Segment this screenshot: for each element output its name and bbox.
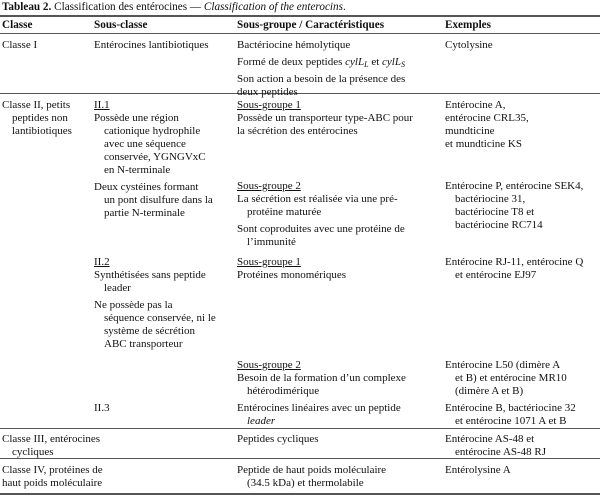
table-caption [2, 1, 598, 14]
ii1-subgroup2-line: l’immunité [247, 236, 296, 248]
subclass-ii2 [94, 256, 216, 351]
subclass-ii1-desc1-line: Possède une région [94, 112, 179, 124]
ii2-subgroup2-line: Besoin de la formation d’un complexe [237, 372, 406, 384]
class3-examples [445, 433, 546, 459]
ii3-carac-line: Entérocines linéaires avec un peptide [237, 402, 401, 414]
class2-label-line2: peptides non [12, 112, 68, 124]
class1-carac3-line1: Son action a besoin de la présence des [237, 73, 406, 85]
ii2-subgroup1 [237, 256, 346, 282]
subclass-ii1-desc1-line: avec une séquence [104, 138, 186, 150]
example-line: (dimère A et B) [455, 385, 524, 397]
class1-carac1: Bactériocine hémolytique [237, 39, 351, 51]
header-sous-groupe: Sous-groupe / Caractéristiques [237, 19, 385, 31]
subclass-ii2-desc2-line: Ne possède pas la [94, 299, 173, 311]
example-line: bactériocine 31, [455, 193, 526, 205]
example-line: entérocine CRL35, [445, 112, 529, 124]
subclass-ii2-desc1-line: Synthétisées sans peptide [94, 269, 206, 281]
subclass-ii2-desc2-line: séquence conservée, ni le [104, 312, 216, 324]
ii1-subgroup2 [237, 180, 405, 249]
subclass-ii2-desc1-line: leader [104, 282, 131, 294]
subclass-ii2-desc2-line: ABC transporteur [104, 338, 183, 350]
ii1-subgroup2-line: Sont coproduites avec une protéine de [237, 223, 405, 235]
ii1-subgroup2-line: protéine maturée [247, 206, 322, 218]
subclass-ii1-desc2-line: un pont disulfure dans la [104, 194, 213, 206]
caption-end: . [342, 1, 346, 13]
class4-carac-line: Peptide de haut poids moléculaire [237, 464, 387, 476]
class1-carac2: Formé de deux peptides cylL$_L$ et cylL$_S$ [237, 56, 405, 69]
example-line: Entérocine P, entérocine SEK4, [445, 180, 584, 192]
class1-carac3-line2: deux peptides [237, 86, 298, 98]
example-line: et mundticine KS [445, 138, 522, 150]
row-divider-class2 [0, 428, 600, 429]
table-bottom-rule [0, 493, 600, 495]
example-line: Entérocine RJ-11, entérocine Q [445, 256, 584, 268]
class4-carac-line: (34.5 kDa) et thermolabile [247, 477, 364, 489]
class4-label [2, 464, 103, 490]
ii1-subgroup2-title: Sous-groupe 2 [237, 180, 301, 192]
caption-text: Classification des entérocines — [51, 1, 204, 13]
example-line: et entérocine 1071 A et B [455, 415, 567, 427]
class1-subclass: Entérocines lantibiotiques [94, 39, 209, 51]
subclass-ii1-desc2-line: Deux cystéines formant [94, 181, 199, 193]
class1-characteristics [237, 39, 405, 99]
ii2-subgroup2 [237, 359, 406, 398]
example-line: bactériocine T8 et [455, 206, 535, 218]
example-line: entérocine AS-48 RJ [455, 446, 547, 458]
class4-label-line: Classe IV, protéines de [2, 464, 103, 476]
class2-label [2, 99, 72, 138]
subclass-ii2-title: II.2 [94, 256, 110, 268]
subclass-ii3-title: II.3 [94, 402, 110, 414]
ii2-subgroup2-line: hétérodimérique [247, 385, 320, 397]
ii1-subgroup1-line: Possède un transporteur type-ABC pour [237, 112, 413, 124]
subclass-ii1 [94, 99, 213, 220]
table-top-rule [0, 15, 600, 17]
class4-label-line: haut poids moléculaire [2, 477, 103, 489]
example-line: Entérocine AS-48 et [445, 433, 535, 445]
example-line: bactériocine RC714 [455, 219, 543, 231]
ii3-examples [445, 402, 576, 428]
ii1-subgroup2-examples [445, 180, 583, 232]
ii1-subgroup2-line: La sécrétion est réalisée via une pré- [237, 193, 398, 205]
subclass-ii1-desc1-line: cationique hydrophile [104, 125, 201, 137]
ii3-carac-line: leader [247, 415, 276, 427]
ii2-subgroup1-title: Sous-groupe 1 [237, 256, 301, 268]
class2-label-line3: lantibiotiques [12, 125, 72, 137]
subclass-ii1-desc1-line: conservée, YGNGVxC [104, 151, 206, 163]
ii1-subgroup1-examples [445, 99, 529, 151]
class3-label-line: cycliques [12, 446, 54, 458]
example-line: mundticine [445, 125, 495, 137]
ii1-subgroup1-line: la sécrétion des entérocines [237, 125, 358, 137]
ii2-subgroup1-examples [445, 256, 583, 282]
subclass-ii1-desc2-line: partie N-terminale [104, 207, 185, 219]
class3-characteristics: Peptides cycliques [237, 433, 319, 445]
class4-characteristics [237, 464, 386, 490]
ii2-subgroup1-line: Protéines monomériques [237, 269, 347, 281]
header-classe: Classe [2, 19, 33, 31]
class3-label-line: Classe III, entérocines [2, 433, 101, 445]
caption-label: Tableau 2. [2, 1, 52, 13]
ii1-subgroup1 [237, 99, 413, 138]
example-line: Entérocine L50 (dimère A [445, 359, 561, 371]
subclass-ii1-desc1-line: en N-terminale [104, 164, 171, 176]
ii2-subgroup2-examples [445, 359, 567, 398]
subclass-ii2-desc2-line: système de sécrétion [104, 325, 196, 337]
class1-example: Cytolysine [445, 39, 493, 51]
example-line: et entérocine EJ97 [455, 269, 537, 281]
class2-label-line1: Classe II, petits [2, 99, 71, 111]
class3-label [2, 433, 100, 459]
ii2-subgroup2-title: Sous-groupe 2 [237, 359, 301, 371]
class4-example: Entérolysine A [445, 464, 511, 476]
header-sous-classe: Sous-classe [94, 19, 148, 31]
header-rule [0, 33, 600, 34]
subclass-ii1-title: II.1 [94, 99, 110, 111]
ii3-characteristics [237, 402, 401, 428]
header-exemples: Exemples [445, 19, 491, 31]
caption-english: Classification of the enterocins [203, 1, 343, 13]
example-line: Entérocine B, bactériocine 32 [445, 402, 576, 414]
ii1-subgroup1-title: Sous-groupe 1 [237, 99, 301, 111]
example-line: et B) et entérocine MR10 [455, 372, 567, 384]
class1-label: Classe I [2, 39, 38, 51]
example-line: Entérocine A, [445, 99, 506, 111]
